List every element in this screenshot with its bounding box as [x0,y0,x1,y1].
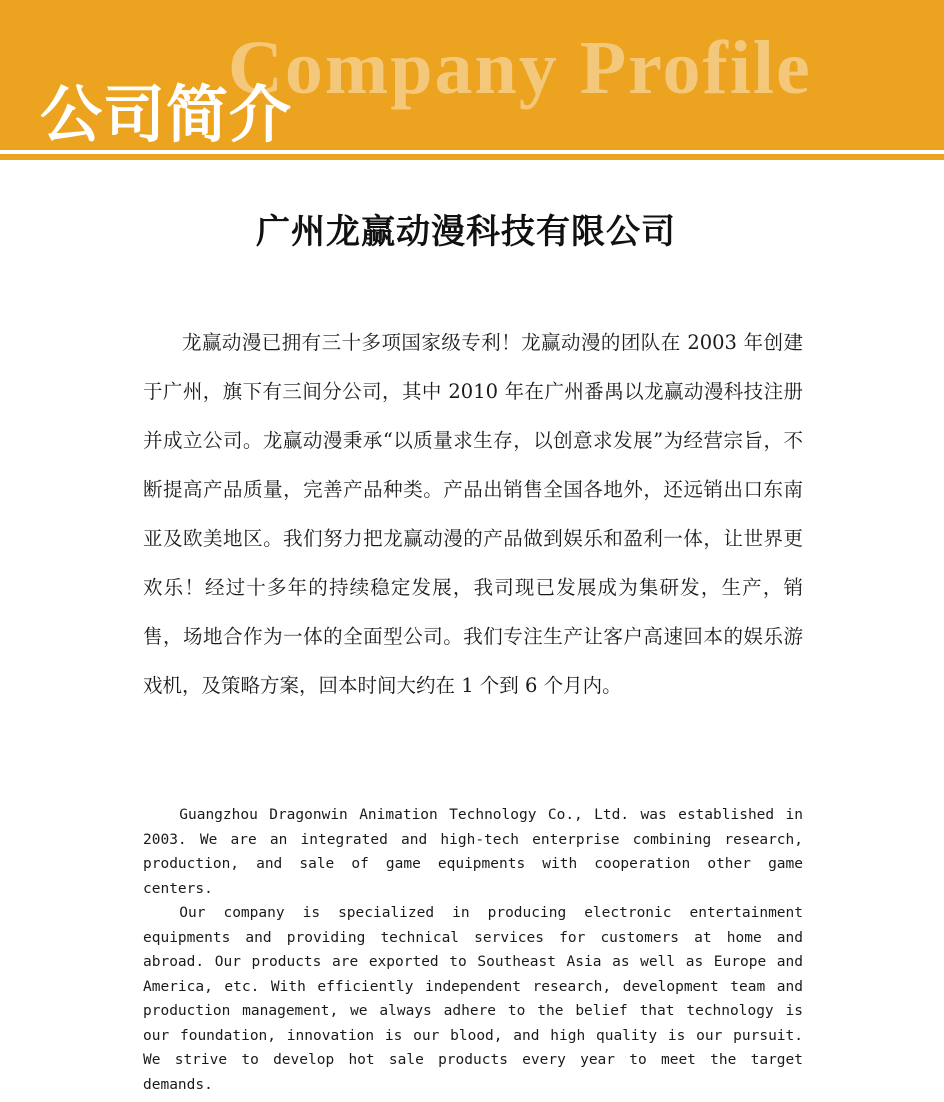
english-intro-section [143,803,803,1097]
page-title: 公司简介 [40,78,293,150]
english-intro-paragraph-2: Our company is specialized in producing electronic entertainment equipments and providing technical services for customers at home and abroad. Our products are exported to Southeast Asia as well as Europe and America, etc. With efficiently independent research, development team and production management, we always adhere to the belief that technology is our foundation, innovation is our blood, and high quality is our pursuit. We strive to develop hot sale products every year to meet the target demands. [143,905,803,1093]
header-banner [0,0,944,150]
english-intro-paragraph-1: Guangzhou Dragonwin Animation Technology Co., Ltd. was established in 2003. We are an integrated and high-tech enterprise combining research, production, and sale of game equipments with cooperation other game centers. [143,807,803,897]
company-name-heading: 广州龙赢动漫科技有限公司 [256,212,676,252]
header-divider-orange [0,154,944,160]
header-watermark-text: Company Profile [228,26,812,110]
chinese-intro-paragraph: 龙赢动漫已拥有三十多项国家级专利！龙赢动漫的团队在 2003 年创建于广州，旗下有三间分公司，其中 2010 年在广州番禺以龙赢动漫科技注册并成立公司。龙赢动漫秉承“以质量求生存，以创意求发展”为经营宗旨，不断提高产品质量，完善产品种类。产品出销售全国各地外，还远销出口东南亚及欧美地区。我们努力把龙赢动漫的产品做到娱乐和盈利一体，让世界更欢乐！经过十多年的持续稳定发展，我司现已发展成为集研发，生产，销售，场地合作为一体的全面型公司。我们专注生产让客户高速回本的娱乐游戏机，及策略方案，回本时间大约在 1 个到 6 个月内。 [143,331,803,697]
